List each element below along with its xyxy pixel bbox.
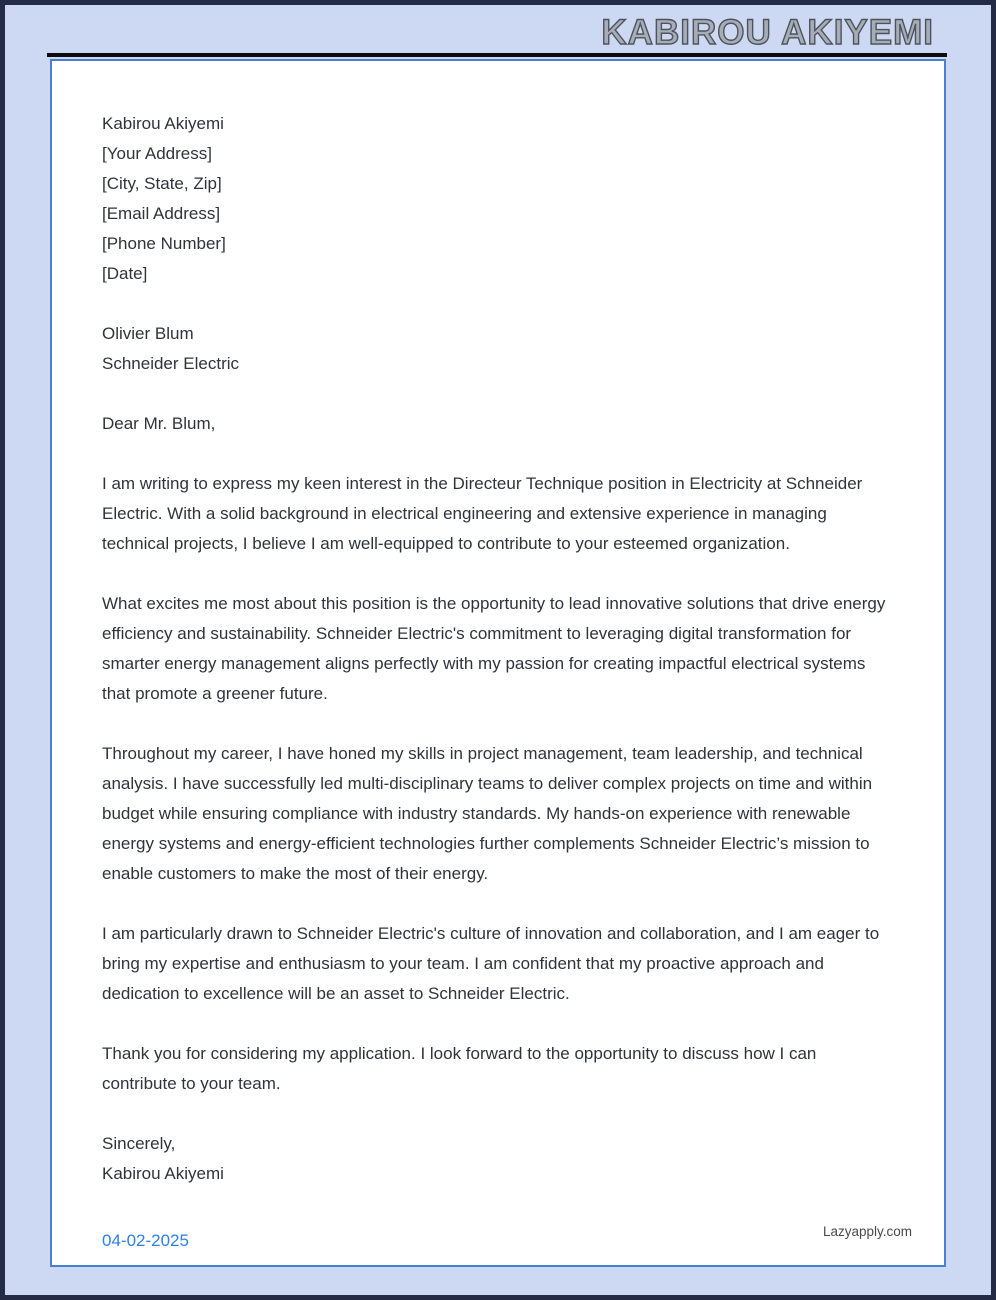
- sender-block: [102, 109, 892, 289]
- salutation-block: [102, 409, 892, 439]
- salutation: Dear Mr. Blum,: [102, 414, 216, 433]
- header-name: KABIROU AKIYEMI: [601, 13, 934, 52]
- signature-name: Kabirou Akiyemi: [102, 1164, 224, 1183]
- sender-name: Kabirou Akiyemi: [102, 114, 224, 133]
- recipient-block: [102, 319, 892, 379]
- paragraph-motivation: What excites me most about this position is the opportunity to lead innovative solutions that drive energy efficiency and sustainability. Schneider Electric's commitment to leveraging digital transformation for smarter energy management aligns perfectly with my passion for creating impactful electrical systems that promote a greener future.: [102, 594, 886, 703]
- header-rule: [47, 53, 947, 57]
- sender-city-state-zip: [City, State, Zip]: [102, 174, 222, 193]
- paragraph-culture-fit: I am particularly drawn to Schneider Electric's culture of innovation and collaboration, and I am eager to bring my expertise and enthusiasm to your team. I am confident that my proactive approach and dedication to excellence will be an asset to Schneider Electric.: [102, 924, 880, 1003]
- closing-block: [102, 1129, 892, 1189]
- recipient-name: Olivier Blum: [102, 324, 194, 343]
- recipient-company: Schneider Electric: [102, 354, 240, 373]
- watermark-text: Lazyapply.com: [822, 1224, 912, 1239]
- paragraph-intro: I am writing to express my keen interest in the Directeur Technique position in Electricity at Schneider Electric. With a solid background in electrical engineering and extensive experience in managing technical projects, I believe I am well-equipped to contribute to your esteemed organization.: [102, 474, 863, 553]
- sender-phone: [Phone Number]: [102, 234, 226, 253]
- sender-address: [Your Address]: [102, 144, 212, 163]
- paragraph-experience: Throughout my career, I have honed my skills in project management, team leadership, and technical analysis. I have successfully led multi-disciplinary teams to deliver complex projects on time and within budget while ensuring compliance with industry standards. My hands-on experience with renewable energy systems and energy-efficient technologies further complements Schneider Electric’s mission to enable customers to make the most of their energy.: [102, 744, 873, 883]
- paragraph-thanks: Thank you for considering my application. I look forward to the opportunity to discuss how I can contribute to your team.: [102, 1044, 817, 1093]
- letter-page: [50, 59, 946, 1267]
- closing: Sincerely,: [102, 1134, 176, 1153]
- sender-email: [Email Address]: [102, 204, 221, 223]
- sender-date: [Date]: [102, 264, 148, 283]
- footer-date: 04-02-2025: [102, 1231, 189, 1250]
